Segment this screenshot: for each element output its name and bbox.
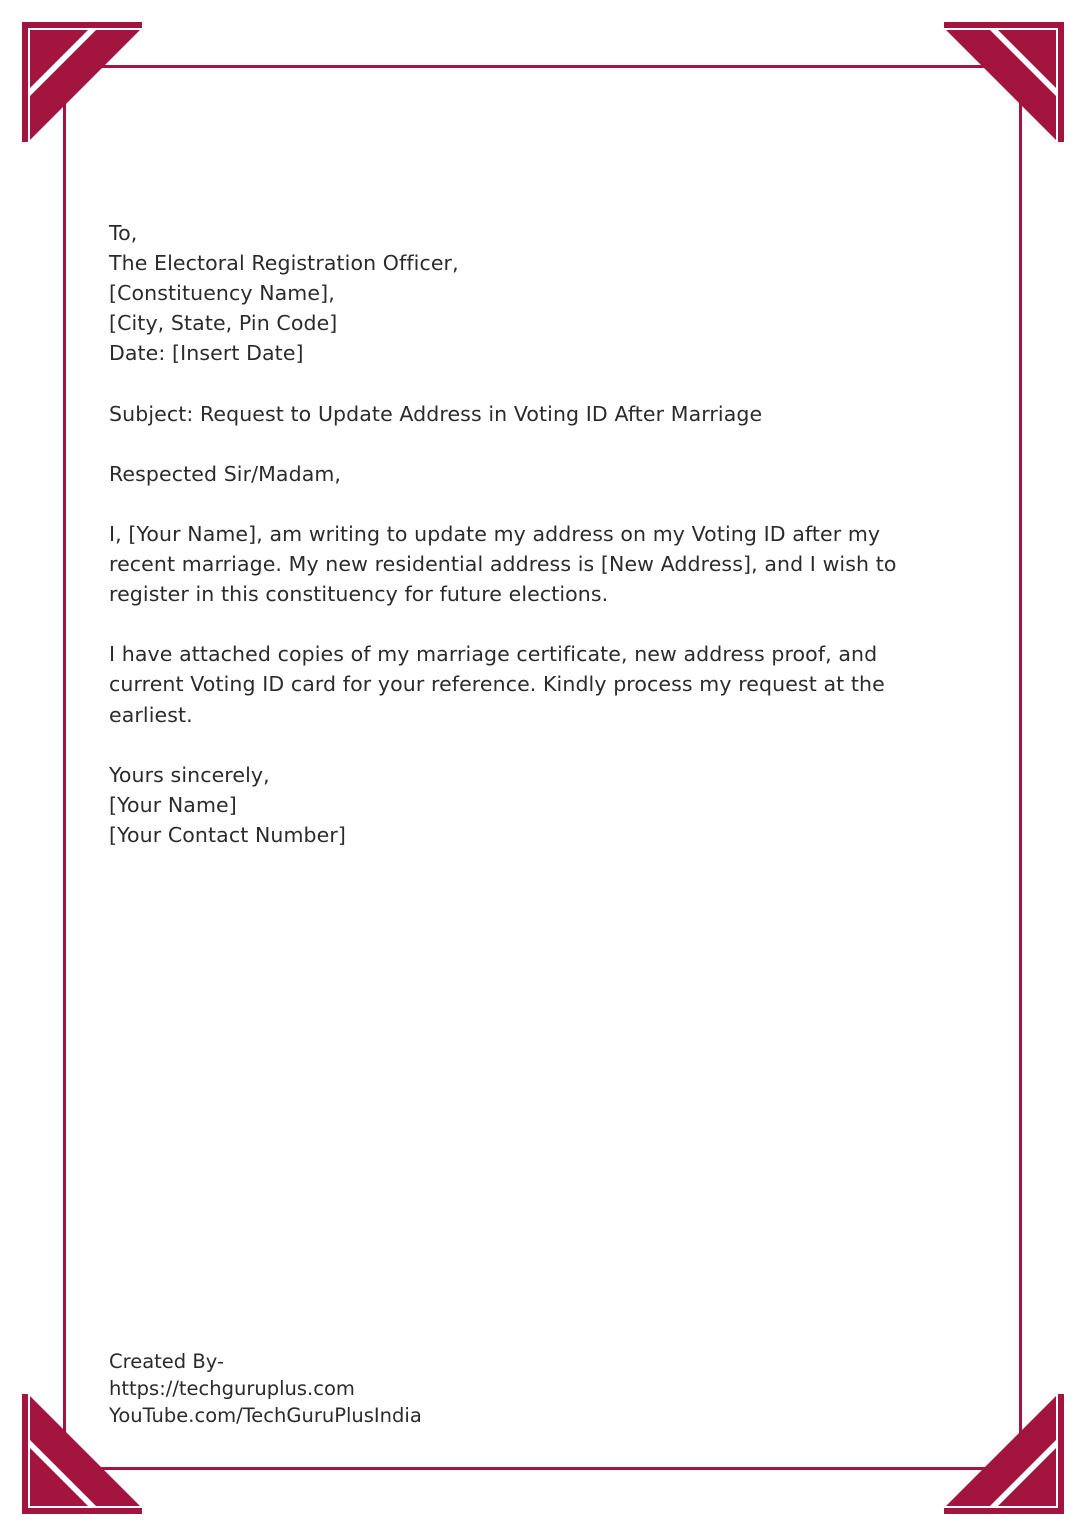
subject-text: Subject: Request to Update Address in Voting ID After Marriage xyxy=(109,401,763,426)
address-line: [Constituency Name], xyxy=(109,281,335,306)
paragraph-line: recent marriage. My new residential address is [New Address], and I wish to xyxy=(109,552,897,577)
paragraph-1 xyxy=(109,519,969,609)
paragraph-line: I, [Your Name], am writing to update my address on my Voting ID after my xyxy=(109,521,881,546)
closing-line: Yours sincerely, xyxy=(109,762,270,787)
closing-block xyxy=(109,760,969,850)
paragraph-line: register in this constituency for future elections. xyxy=(109,582,609,607)
paragraph-2 xyxy=(109,639,969,729)
paragraph-line: current Voting ID card for your reference. Kindly process my request at the xyxy=(109,672,885,697)
signer-contact: [Your Contact Number] xyxy=(109,822,346,847)
credits-youtube-link[interactable]: YouTube.com/TechGuruPlusIndia xyxy=(109,1404,422,1428)
address-line: To, xyxy=(109,221,138,245)
address-line: [City, State, Pin Code] xyxy=(109,311,338,336)
paragraph-line: I have attached copies of my marriage certificate, new address proof, and xyxy=(109,642,878,667)
signer-name: [Your Name] xyxy=(109,792,237,817)
credits-block xyxy=(109,1348,709,1430)
credits-website-link[interactable]: https://techguruplus.com xyxy=(109,1377,355,1401)
credits-label: Created By- xyxy=(109,1350,224,1373)
date-line: Date: [Insert Date] xyxy=(109,341,304,366)
letter-body xyxy=(109,218,969,880)
paragraph-line: earliest. xyxy=(109,702,193,727)
recipient-address-block xyxy=(109,218,969,368)
salutation xyxy=(109,459,969,489)
subject-line xyxy=(109,399,969,429)
address-line: The Electoral Registration Officer, xyxy=(109,251,459,276)
salutation-text: Respected Sir/Madam, xyxy=(109,461,342,486)
